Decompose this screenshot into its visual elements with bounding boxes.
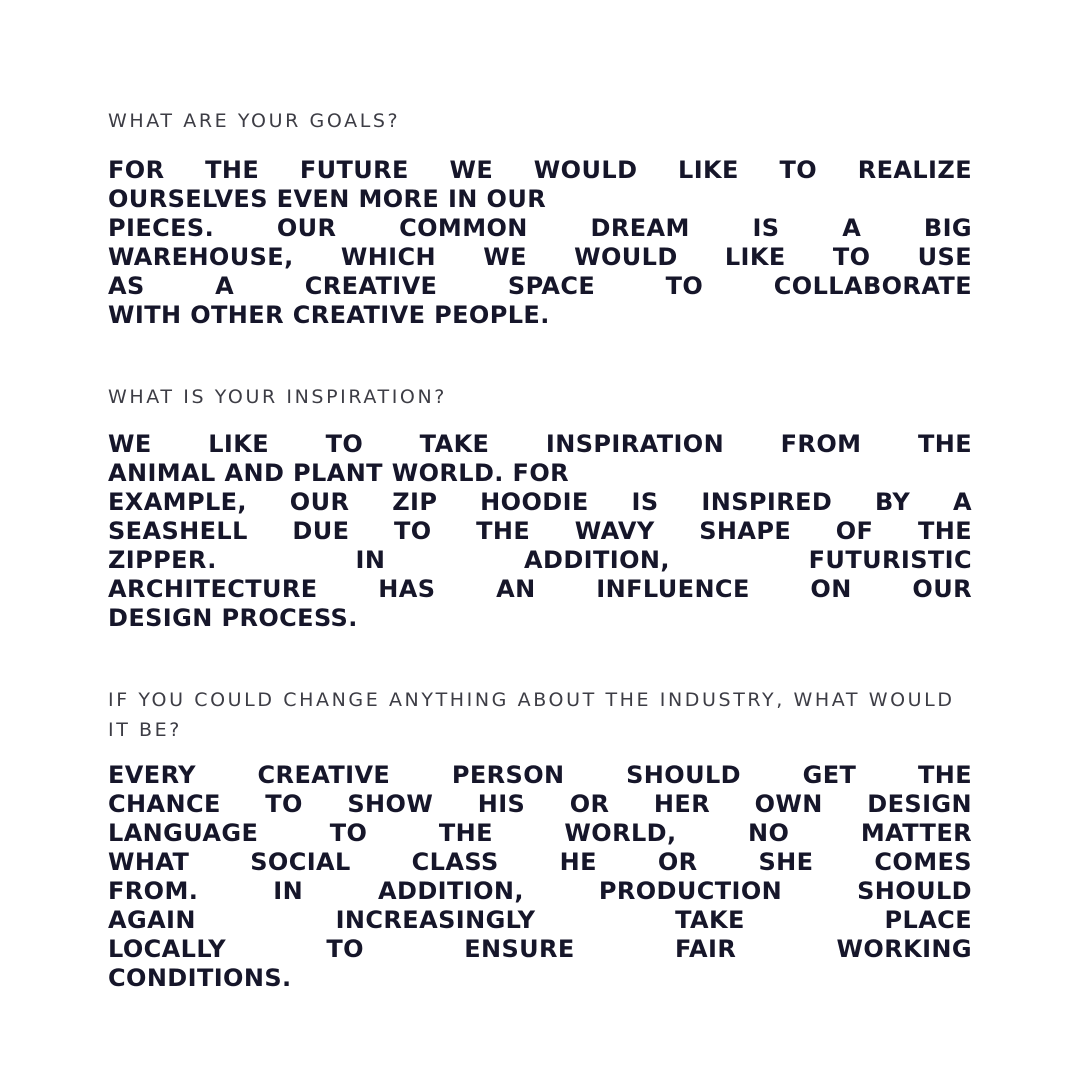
answer-line: FROM. IN ADDITION, PRODUCTION SHOULD: [108, 877, 972, 905]
answer-line: AS A CREATIVE SPACE TO COLLABORATE: [108, 272, 972, 300]
answer-line: LANGUAGE TO THE WORLD, NO MATTER: [108, 819, 972, 847]
answer-line: EXAMPLE, OUR ZIP HOODIE IS INSPIRED BY A: [108, 488, 972, 516]
answer-line: DESIGN PROCESS.: [108, 604, 358, 632]
answer-goals: [108, 156, 972, 330]
interview-page: [108, 106, 972, 993]
answer-line: ZIPPER. IN ADDITION, FUTURISTIC: [108, 546, 972, 574]
answer-line: AGAIN INCREASINGLY TAKE PLACE: [108, 906, 972, 934]
answer-line: WITH OTHER CREATIVE PEOPLE.: [108, 301, 550, 329]
answer-line: OURSELVES EVEN MORE IN OUR: [108, 185, 547, 213]
answer-line: ARCHITECTURE HAS AN INFLUENCE ON OUR: [108, 575, 972, 603]
question-industry-change: IF YOU COULD CHANGE ANYTHING ABOUT THE INDUSTRY, WHAT WOULD IT BE?: [108, 689, 955, 741]
answer-line: WE LIKE TO TAKE INSPIRATION FROM THE: [108, 430, 972, 458]
answer-inspiration: [108, 430, 972, 633]
answer-line: PIECES. OUR COMMON DREAM IS A BIG: [108, 214, 972, 242]
answer-line: CONDITIONS.: [108, 964, 292, 992]
answer-line: CHANCE TO SHOW HIS OR HER OWN DESIGN: [108, 790, 972, 818]
answer-line: WAREHOUSE, WHICH WE WOULD LIKE TO USE: [108, 243, 972, 271]
question-inspiration: WHAT IS YOUR INSPIRATION?: [108, 386, 447, 408]
answer-line: WHAT SOCIAL CLASS HE OR SHE COMES: [108, 848, 972, 876]
answer-line: LOCALLY TO ENSURE FAIR WORKING: [108, 935, 972, 963]
question-goals: WHAT ARE YOUR GOALS?: [108, 110, 401, 132]
answer-line: FOR THE FUTURE WE WOULD LIKE TO REALIZE: [108, 156, 972, 184]
answer-line: SEASHELL DUE TO THE WAVY SHAPE OF THE: [108, 517, 972, 545]
answer-industry-change: [108, 761, 972, 993]
answer-line: EVERY CREATIVE PERSON SHOULD GET THE: [108, 761, 972, 789]
answer-line: ANIMAL AND PLANT WORLD. FOR: [108, 459, 570, 487]
